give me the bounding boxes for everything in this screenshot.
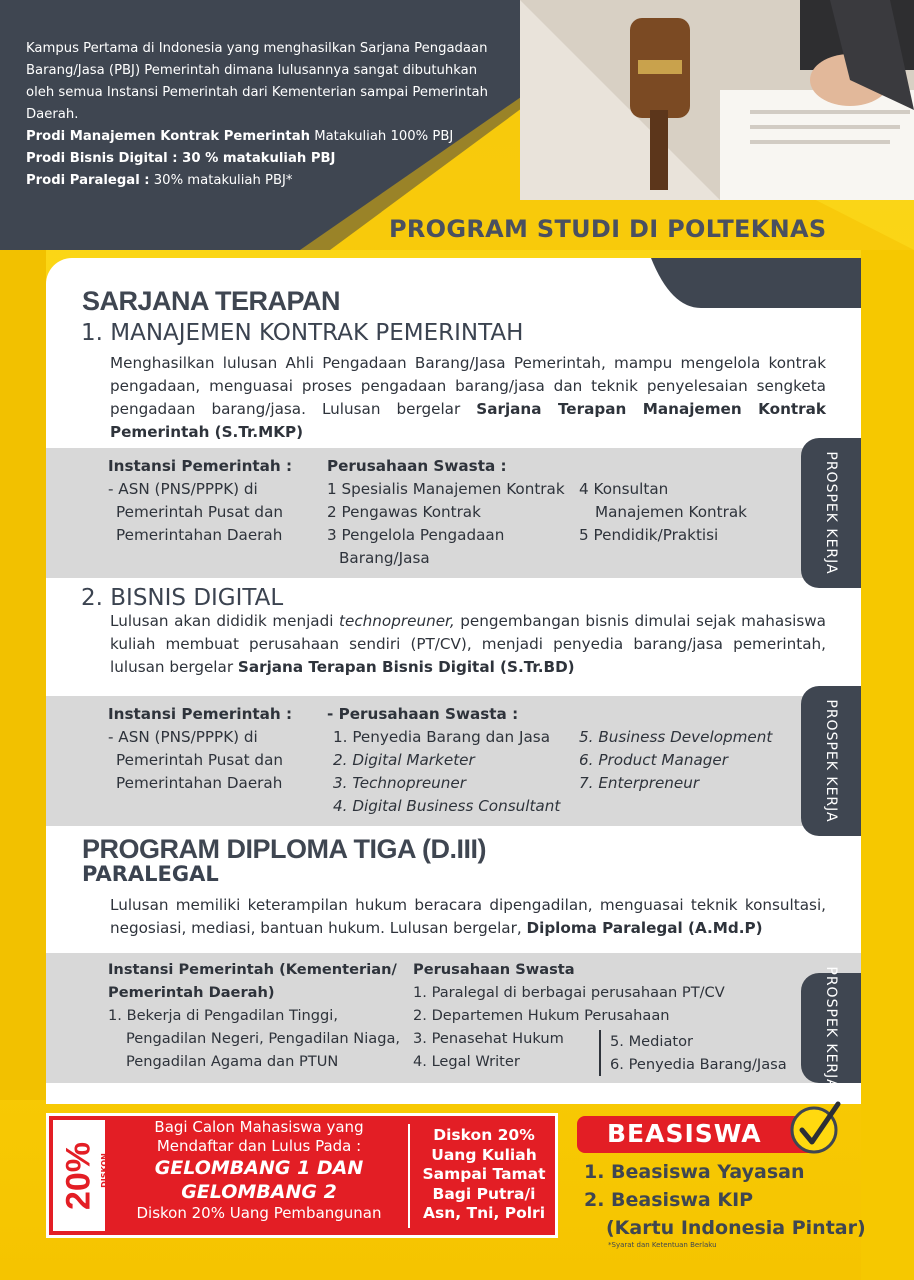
intro-paragraph: Kampus Pertama di Indonesia yang menghasilkan Sarjana Pengadaan Barang/Jasa (PBJ) Pemerintah dimana lulusannya sangat dibutuhkan oleh semua Instansi Pemerintah dari Kementerian sampai Pemerintah Daerah.	[26, 41, 488, 122]
list-item: - ASN (PNS/PPPK) di	[108, 480, 258, 498]
bd-program-title: 2. BISNIS DIGITAL	[81, 585, 284, 611]
mkp-degree: Sarjana Terapan Manajemen Kontrak Pemerintah (S.Tr.MKP)	[110, 400, 826, 441]
program-card	[46, 258, 861, 1104]
promo-right-line: Sampai Tamat	[422, 1165, 546, 1183]
list-item: 3. Technopreuner	[333, 774, 467, 792]
promo-gelombang-1: GELOMBANG 1 DAN	[154, 1157, 364, 1179]
mkp-gov-heading: Instansi Pemerintah :	[108, 457, 293, 475]
list-item: 2. Departemen Hukum Perusahaan	[413, 1007, 670, 1024]
bd-description-text-a: Lulusan akan dididik menjadi	[110, 612, 340, 630]
mkp-private-column-1	[327, 455, 577, 570]
intro-line-1-bold: Prodi Manajemen Kontrak Pemerintah	[26, 129, 311, 144]
bd-description-text-b: pengembangan bisnis dimulai sejak mahasiswa kuliah membuat perusahaan sendiri (PT/CV), menjadi penyedia barang/jasa pemerintah, lulusan bergelar	[110, 612, 826, 676]
promo-line-3: Diskon 20% Uang Pembangunan	[136, 1204, 382, 1222]
list-item: 3 Pengelola Pengadaan	[327, 526, 505, 544]
list-item: 2. Digital Marketer	[333, 751, 475, 769]
list-item: Pemerintah Pusat dan	[116, 503, 283, 521]
mkp-description-text: Menghasilkan lulusan Ahli Pengadaan Barang/Jasa Pemerintah, mampu mengelola kontrak pengadaan, menguasai proses pengadaan barang/jasa dan teknik penyelesaian sengketa pengadaan barang/jasa. Lulusan bergelar	[110, 354, 826, 418]
list-item: Pemerintahan Daerah	[116, 774, 283, 792]
list-item: 1. Paralegal di berbagai perusahaan PT/CV	[413, 984, 725, 1001]
list-item: 5 Pendidik/Praktisi	[579, 526, 719, 544]
list-item: 2 Pengawas Kontrak	[327, 503, 481, 521]
intro-line-3-bold: Prodi Paralegal :	[26, 173, 150, 188]
tuition-discount-text	[413, 1126, 555, 1224]
promo-divider	[408, 1124, 410, 1228]
promo-right-line: Diskon 20%	[433, 1126, 535, 1144]
intro-block	[26, 38, 496, 192]
bd-description	[110, 610, 826, 679]
paralegal-degree: Diploma Paralegal (A.Md.P)	[526, 919, 763, 937]
promo-gelombang-2: GELOMBANG 2	[181, 1181, 337, 1203]
bd-gov-heading: Instansi Pemerintah :	[108, 705, 293, 723]
beasiswa-title: BEASISWA	[607, 1119, 762, 1148]
checkmark-icon	[786, 1098, 846, 1158]
paralegal-gov-heading-1: Instansi Pemerintah (Kementerian/	[108, 961, 397, 978]
promo-line-2: Mendaftar dan Lulus Pada :	[156, 1137, 362, 1155]
intro-line-3-rest: 30% matakuliah PBJ*	[149, 173, 293, 188]
list-item: Manajemen Kontrak	[595, 503, 747, 521]
paralegal-gov-heading-2: Pemerintah Daerah)	[108, 984, 275, 1001]
tab-label: PROSPEK KERJA	[823, 699, 839, 823]
bd-private-column-1	[327, 703, 577, 818]
gavel-photo	[520, 0, 914, 200]
paralegal-gov-column	[108, 958, 413, 1073]
mkp-private-column-2	[579, 478, 779, 547]
list-item: 6. Penyedia Barang/Jasa	[610, 1056, 787, 1073]
list-item: 2. Beasiswa KIP	[584, 1189, 754, 1211]
list-item: 4. Legal Writer	[413, 1053, 520, 1070]
list-item: 1. Bekerja di Pengadilan Tinggi,	[108, 1007, 338, 1024]
paralegal-description-text: Lulusan memiliki keterampilan hukum beracara dipengadilan, menguasai teknik konsultasi, negosiasi, mediasi, bantuan hukum. Lulusan bergelar,	[110, 896, 826, 937]
list-item: 5. Mediator	[610, 1033, 694, 1050]
mkp-gov-column	[108, 455, 318, 547]
list-item: Pengadilan Negeri, Pengadilan Niaga,	[126, 1030, 401, 1047]
list-item: - ASN (PNS/PPPK) di	[108, 728, 258, 746]
list-item: 1. Beasiswa Yayasan	[584, 1161, 805, 1183]
bd-degree: Sarjana Terapan Bisnis Digital (S.Tr.BD)	[237, 658, 575, 676]
list-item: (Kartu Indonesia Pintar)	[606, 1217, 866, 1239]
list-item: 1 Spesialis Manajemen Kontrak	[327, 480, 565, 498]
list-item: Pengadilan Agama dan PTUN	[126, 1053, 339, 1070]
list-item: 1. Penyedia Barang dan Jasa	[333, 728, 551, 746]
discount-text	[113, 1118, 405, 1223]
promo-right-line: Asn, Tni, Polri	[422, 1204, 546, 1222]
list-item: Barang/Jasa	[339, 549, 430, 567]
prospek-kerja-tab-3	[801, 966, 861, 1090]
page-title: PROGRAM STUDI DI POLTEKNAS	[389, 215, 827, 243]
paralegal-program-title: PARALEGAL	[82, 862, 219, 886]
list-item: Pemerintahan Daerah	[116, 526, 283, 544]
sarjana-heading: SARJANA TERAPAN	[82, 286, 341, 316]
mkp-description	[110, 352, 826, 444]
paralegal-private-column-2	[610, 1030, 790, 1076]
discount-badge	[53, 1120, 105, 1231]
intro-line-1-rest: Matakuliah 100% PBJ	[310, 129, 454, 144]
paralegal-private-heading: Perusahaan Swasta	[413, 961, 575, 978]
tab-label: PROSPEK KERJA	[823, 966, 839, 1090]
mkp-private-heading: Perusahaan Swasta :	[327, 457, 507, 475]
prospek-kerja-tab-2	[801, 686, 861, 836]
bd-gov-column	[108, 703, 318, 795]
promo-right-line: Bagi Putra/i	[432, 1184, 536, 1203]
discount-small-label: DISKON	[99, 1153, 109, 1188]
promo-right-line: Uang Kuliah	[431, 1145, 537, 1164]
promo-line-1: Bagi Calon Mahasiswa yang	[154, 1118, 364, 1136]
terms-note: *Syarat dan Ketentuan Berlaku	[608, 1241, 717, 1249]
list-item: 4 Konsultan	[579, 480, 669, 498]
intro-line-2	[26, 148, 496, 170]
list-item: Pemerintah Pusat dan	[116, 751, 283, 769]
diploma-heading: PROGRAM DIPLOMA TIGA (D.III)	[82, 834, 486, 864]
list-item: 3. Penasehat Hukum	[413, 1030, 564, 1047]
gavel-illustration	[520, 0, 914, 200]
intro-line-1	[26, 126, 496, 148]
tab-label: PROSPEK KERJA	[823, 451, 839, 575]
mkp-program-title: 1. MANAJEMEN KONTRAK PEMERINTAH	[81, 320, 524, 346]
bd-private-heading: - Perusahaan Swasta :	[327, 705, 519, 723]
list-item: 5. Business Development	[579, 728, 773, 746]
list-item: 6. Product Manager	[579, 751, 728, 769]
column-divider	[599, 1030, 601, 1076]
bd-description-italic: technopreuner,	[339, 612, 455, 630]
paralegal-description	[110, 894, 826, 940]
list-item: 4. Digital Business Consultant	[333, 797, 561, 815]
intro-line-2-bold: Prodi Bisnis Digital : 30 % matakuliah PBJ	[26, 151, 336, 166]
beasiswa-list	[584, 1158, 866, 1242]
beasiswa-banner	[577, 1116, 817, 1153]
list-item: 7. Enterpreneur	[579, 774, 700, 792]
card-corner-shape	[651, 258, 861, 308]
discount-banner	[46, 1113, 558, 1238]
discount-percent: 20%	[59, 1141, 98, 1210]
prospek-kerja-tab-1	[801, 438, 861, 588]
intro-line-3	[26, 170, 496, 192]
bd-private-column-2	[579, 726, 789, 795]
